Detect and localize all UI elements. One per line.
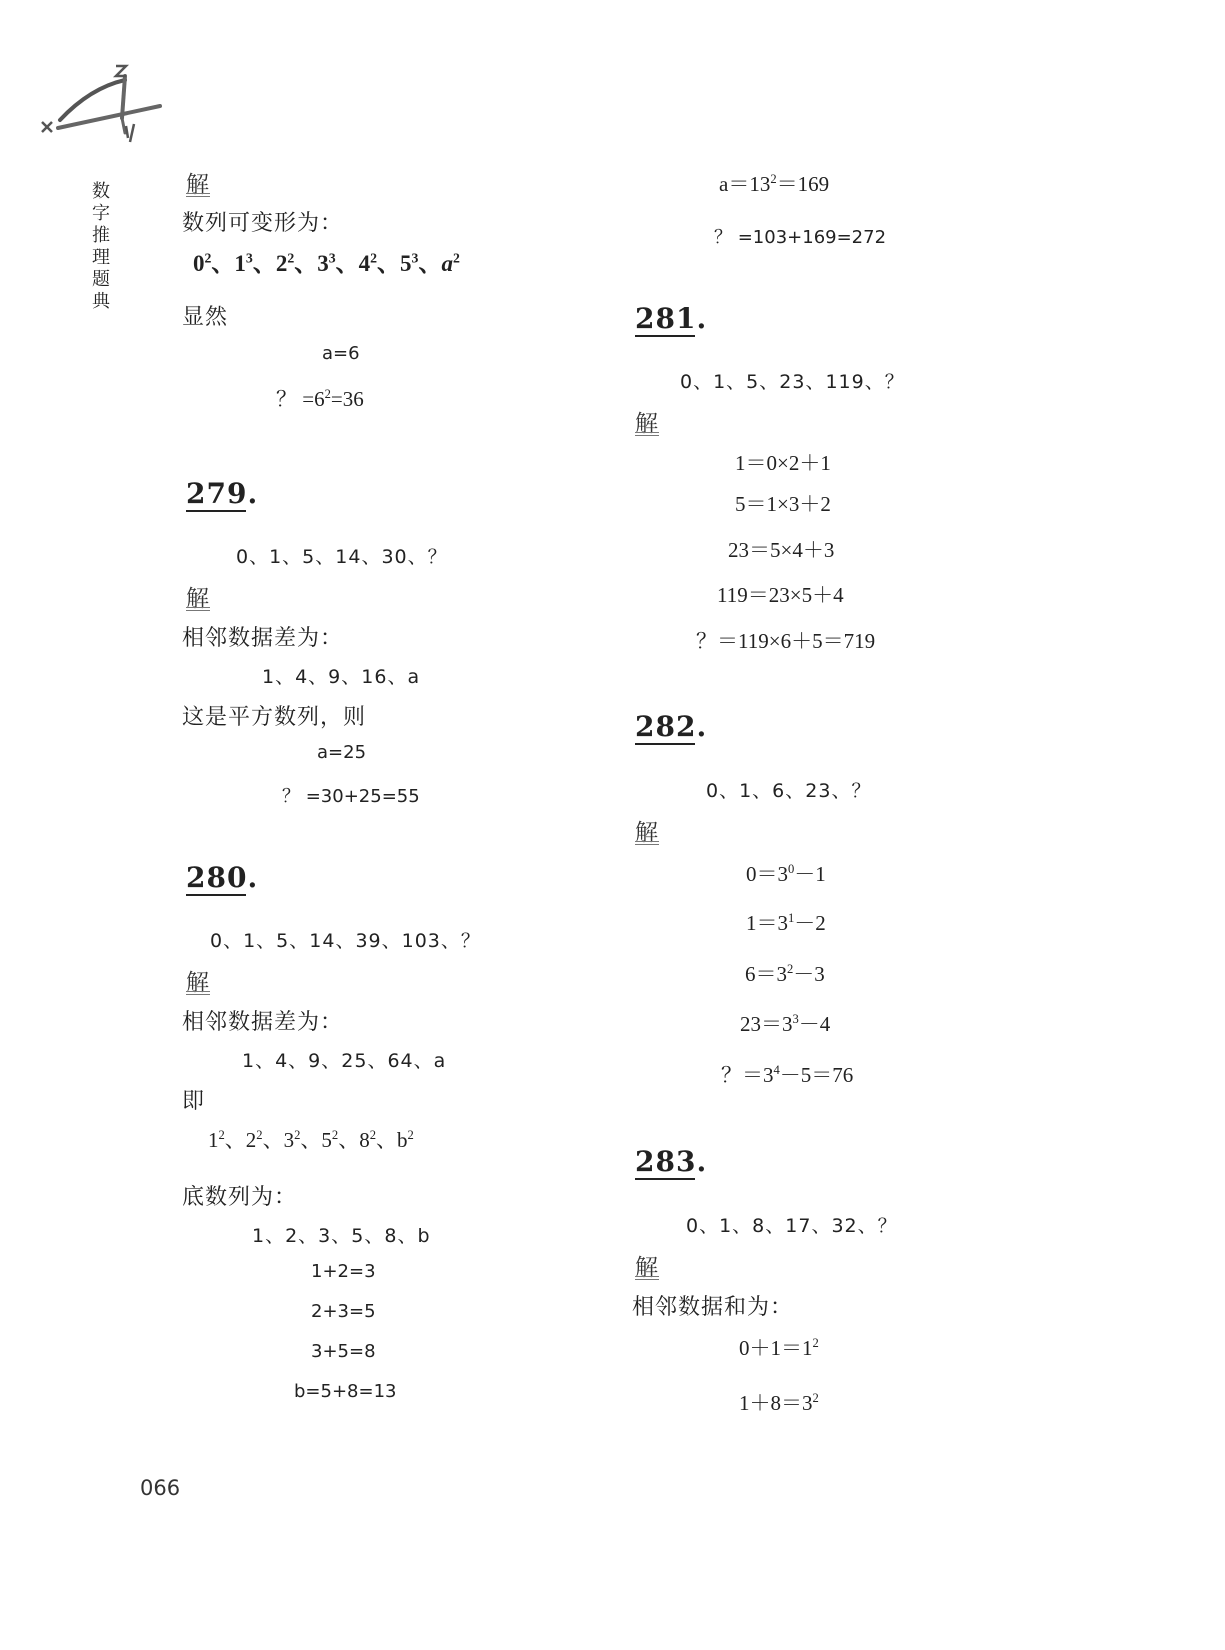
p280-power-exponent: 2 — [369, 1128, 376, 1142]
logo-y-axis — [122, 118, 125, 133]
problem-282-sequence: 0、1、6、23、？ — [706, 780, 872, 802]
intro-power-separator: 、 — [418, 251, 442, 276]
problem-283-eq-2-exp: 2 — [812, 1391, 819, 1405]
p280-power-term — [397, 1128, 414, 1152]
intro-label-2: 显然 — [182, 304, 229, 329]
p280-power-term — [246, 1128, 263, 1152]
problem-281-title: 281. — [635, 302, 708, 335]
intro-power-term — [359, 251, 377, 276]
problem-281-eq-5: ？＝119×6＋5＝719 — [696, 629, 876, 653]
p280-power-exponent: 2 — [294, 1128, 301, 1142]
intro-label-1: 数列可变形为： — [182, 210, 344, 235]
problem-281-jie: 解 — [635, 411, 658, 436]
problem-283-jie: 解 — [635, 1255, 658, 1280]
intro-eq-2 — [276, 383, 364, 413]
problem-282-eq-5 — [721, 1059, 853, 1089]
intro-power-separator: 、 — [377, 251, 401, 276]
intro-power-term — [317, 251, 335, 276]
jie-underline — [186, 193, 210, 197]
problem-282-eq-3-lhs: 6＝3 — [745, 962, 787, 986]
problem-282-eq-3 — [745, 958, 825, 988]
problem-281-eq-1: 1＝0×2＋1 — [735, 451, 831, 475]
p280-power-base: b — [396, 1128, 408, 1152]
problem-280-base-sequence: 1、2、3、5、8、b — [252, 1225, 431, 1247]
problem-280-differences: 1、4、9、25、64、a — [242, 1050, 447, 1072]
intro-power-exponent: 3 — [411, 250, 419, 266]
intro-power-exponent: 3 — [245, 250, 253, 266]
p280-power-separator: 、 — [300, 1128, 322, 1152]
problem-282-eq-2-exp: 1 — [788, 911, 795, 925]
problem-279-eq-1: a=25 — [317, 742, 367, 763]
problem-280-label-2: 即 — [182, 1088, 206, 1113]
problem-281-title-underline — [635, 335, 695, 337]
p280-power-base: 3 — [283, 1128, 295, 1152]
book-logo — [30, 58, 170, 148]
intro-powers — [193, 245, 460, 278]
problem-282-eq-2-rhs: －2 — [794, 911, 826, 935]
problem-282-eq-4 — [740, 1008, 830, 1038]
intro-power-separator: 、 — [294, 251, 318, 276]
intro-eq-2-exp: 2 — [324, 387, 331, 401]
intro-power-base: 0 — [193, 251, 205, 276]
problem-279-sequence: 0、1、5、14、30、？ — [236, 546, 448, 568]
problem-281-sequence: 0、1、5、23、119、？ — [680, 371, 905, 393]
continued-eq-1-base: a＝13 — [719, 172, 771, 196]
p280-power-separator: 、 — [375, 1128, 397, 1152]
problem-282-eq-1-exp: 0 — [788, 862, 795, 876]
p280-power-exponent: 2 — [407, 1128, 414, 1142]
continued-eq-1-exp: 2 — [770, 172, 777, 186]
problem-279-label-2: 这是平方数列，则 — [182, 704, 367, 729]
intro-power-term — [193, 251, 211, 276]
problem-279-jie-underline — [186, 607, 210, 611]
problem-279-differences: 1、4、9、16、a — [262, 666, 421, 688]
problem-282-eq-4-exp: 3 — [792, 1012, 799, 1026]
problem-283-eq-2 — [739, 1387, 819, 1417]
problem-280-eq-1: 1+2=3 — [311, 1261, 376, 1282]
problem-283-title: 283. — [635, 1145, 708, 1178]
continued-eq-1 — [719, 168, 829, 198]
problem-283-eq-1 — [739, 1332, 819, 1362]
intro-eq-1: a=6 — [322, 343, 360, 364]
p280-power-exponent: 2 — [256, 1128, 263, 1142]
p280-power-base: 1 — [208, 1128, 219, 1152]
p280-power-base: 8 — [359, 1128, 370, 1152]
problem-283-eq-1-exp: 2 — [812, 1336, 819, 1350]
problem-282-eq-1 — [746, 858, 826, 888]
p280-power-separator: 、 — [338, 1128, 360, 1152]
continued-eq-1-tail: ＝169 — [776, 172, 830, 196]
p280-power-separator: 、 — [224, 1128, 246, 1152]
problem-282-eq-1-lhs: 0＝3 — [746, 862, 788, 886]
problem-282-eq-5-lhs: ？＝3 — [721, 1063, 774, 1087]
p280-power-exponent: 2 — [331, 1128, 339, 1142]
problem-280-powers — [208, 1124, 414, 1154]
problem-282-jie: 解 — [635, 820, 658, 845]
problem-282-eq-3-exp: 2 — [787, 962, 794, 976]
p280-power-base: 2 — [245, 1128, 257, 1152]
intro-power-exponent: 2 — [287, 250, 295, 266]
p280-power-base: 5 — [321, 1128, 332, 1152]
problem-283-eq-1-lhs: 0＋1＝1 — [739, 1336, 813, 1360]
problem-280-jie-underline — [186, 991, 210, 995]
p280-power-exponent: 2 — [218, 1128, 225, 1142]
intro-power-separator: 、 — [252, 251, 276, 276]
page-number: 066 — [140, 1476, 181, 1500]
logo-x-glyph — [42, 122, 52, 132]
problem-280-title-underline — [186, 894, 246, 896]
problem-282-jie-underline — [635, 841, 659, 845]
problem-281-eq-4: 119＝23×5＋4 — [717, 583, 844, 607]
problem-279-eq-2: ？ =30+25=55 — [282, 786, 420, 807]
problem-282-eq-5-rhs: －5＝76 — [779, 1063, 854, 1087]
p280-power-separator: 、 — [262, 1128, 284, 1152]
problem-281-eq-3: 23＝5×4＋3 — [728, 538, 835, 562]
problem-283-label-1: 相邻数据和为： — [632, 1294, 794, 1319]
intro-power-base: 4 — [358, 251, 371, 276]
intro-power-exponent: 2 — [452, 250, 460, 266]
intro-power-term — [234, 251, 252, 276]
problem-282-eq-2-lhs: 1＝3 — [746, 911, 788, 935]
continued-eq-2: ？ =103+169=272 — [714, 227, 887, 248]
intro-power-base: 1 — [234, 251, 246, 276]
problem-280-sequence: 0、1、5、14、39、103、？ — [210, 930, 481, 952]
side-title: 数字推理题典 — [92, 181, 110, 311]
intro-power-term — [276, 251, 294, 276]
problem-280-label-3: 底数列为： — [182, 1184, 298, 1209]
problem-282-title: 282. — [635, 710, 708, 743]
intro-eq-2-tail: =36 — [330, 387, 364, 411]
problem-282-title-underline — [635, 743, 695, 745]
p280-power-term — [208, 1128, 225, 1152]
problem-280-jie: 解 — [186, 970, 209, 995]
problem-279-title: 279. — [186, 477, 259, 510]
problem-282-eq-2 — [746, 907, 826, 937]
problem-280-title: 280. — [186, 861, 259, 894]
problem-281-eq-2: 5＝1×3＋2 — [735, 492, 831, 516]
problem-281-jie-underline — [635, 432, 659, 436]
problem-282-eq-4-rhs: －4 — [798, 1012, 831, 1036]
intro-power-term — [400, 251, 418, 276]
intro-power-exponent: 2 — [370, 250, 378, 266]
problem-283-jie-underline — [635, 1276, 659, 1280]
problem-280-eq-4: b=5+8=13 — [294, 1381, 397, 1402]
problem-282-eq-5-exp: 4 — [773, 1063, 780, 1077]
intro-power-base: 3 — [317, 251, 329, 276]
logo-y-glyph — [126, 124, 134, 142]
problem-280-label-1: 相邻数据差为： — [182, 1009, 344, 1034]
problem-280-eq-3: 3+5=8 — [311, 1341, 376, 1362]
problem-280-eq-2: 2+3=5 — [311, 1301, 376, 1322]
intro-power-exponent: 3 — [328, 250, 336, 266]
intro-power-separator: 、 — [335, 251, 359, 276]
intro-power-term — [441, 251, 459, 276]
p280-power-term — [359, 1128, 376, 1152]
intro-power-base: 2 — [275, 251, 288, 276]
problem-279-title-underline — [186, 510, 246, 512]
intro-power-separator: 、 — [211, 251, 235, 276]
problem-283-eq-2-lhs: 1＋8＝3 — [739, 1391, 813, 1415]
problem-282-eq-3-rhs: －3 — [793, 962, 825, 986]
intro-power-base: 5 — [400, 251, 412, 276]
p280-power-term — [321, 1128, 338, 1152]
intro-eq-2-base: ？ =6 — [276, 387, 325, 411]
p280-power-term — [284, 1128, 301, 1152]
problem-283-sequence: 0、1、8、17、32、？ — [686, 1215, 898, 1237]
jie-label: 解 — [186, 172, 209, 197]
problem-282-eq-1-rhs: －1 — [794, 862, 826, 886]
problem-283-title-underline — [635, 1178, 695, 1180]
problem-282-eq-4-lhs: 23＝3 — [740, 1012, 793, 1036]
problem-279-label-1: 相邻数据差为： — [182, 625, 344, 650]
problem-279-jie: 解 — [186, 586, 209, 611]
intro-power-exponent: 2 — [204, 250, 212, 266]
intro-power-base: a — [441, 251, 453, 276]
